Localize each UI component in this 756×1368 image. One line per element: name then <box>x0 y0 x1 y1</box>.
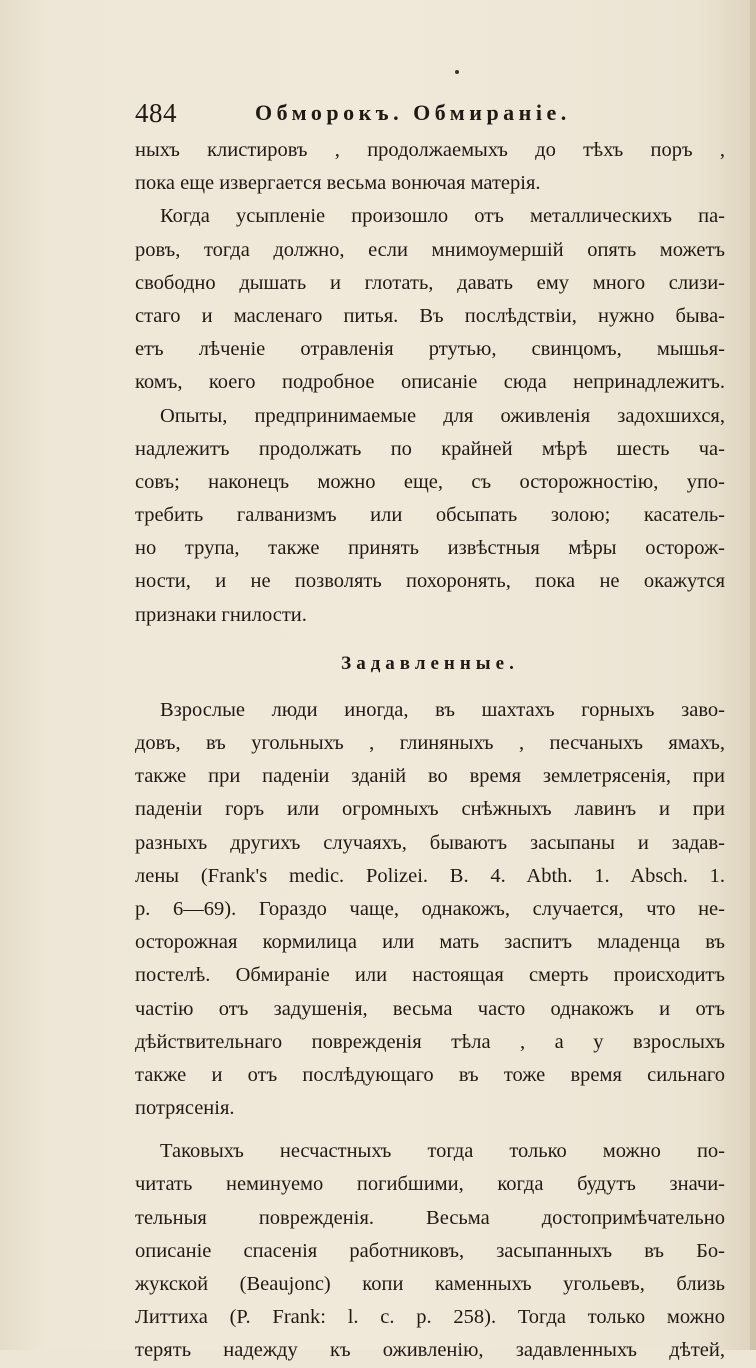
text-line: Взрослые люди иногда, въ шахтахъ горныхъ заво- <box>160 698 725 721</box>
text-line: лены (Frank's medic. Polizei. B. 4. Abth. 1. Absch. 1. <box>135 864 725 887</box>
text-line: Когда усыпленіе произошло отъ металлическихъ па- <box>160 205 725 228</box>
text-line: p. 6—69). Гораздо чаще, однакожъ, случается, что не- <box>135 897 725 920</box>
text-line: постелѣ. Обмираніе или настоящая смерть происходитъ <box>135 964 725 987</box>
text-line: комъ, коего подробное описаніе сюда непринадлежитъ. <box>135 371 725 394</box>
text-line: Опыты, предпринимаемые для оживленія задохшихся, <box>160 404 725 427</box>
text-line: частію отъ задушенія, весьма часто однакожъ и отъ <box>135 997 725 1020</box>
text-line: также и отъ послѣдующаго въ тоже время сильнаго <box>135 1063 725 1086</box>
text-line: свободно дышать и глотать, давать ему много слизи- <box>135 271 725 294</box>
text-line: Таковыхъ несчастныхъ тогда только можно по- <box>160 1140 725 1163</box>
text-line: тельныя поврежденія. Весьма достопримѣчательно <box>135 1206 725 1229</box>
paragraph-5 <box>135 1135 725 1367</box>
page-number: 484 <box>135 98 177 128</box>
text-line: жукской (Beaujonc) копи каменныхъ угольевъ, близь <box>135 1273 725 1295</box>
text-line: пока еще извергается весьма вонючая матерія. <box>135 172 541 195</box>
page-edge <box>750 0 756 1350</box>
body-text <box>135 134 725 1368</box>
text-line: ровъ, тогда должно, если мнимоумершій опять можетъ <box>135 238 725 261</box>
text-line: стаго и масленаго питья. Въ послѣдствіи, нужно быва- <box>135 304 725 327</box>
text-line: признаки гнилости. <box>135 603 307 626</box>
page-header <box>135 98 625 138</box>
text-line: ности, и не позволять похоронять, пока не окажутся <box>135 570 725 593</box>
text-line: но трупа, также принять извѣстныя мѣры осторож- <box>135 537 725 560</box>
text-line: довъ, въ угольныхъ , глиняныхъ , песчаныхъ ямахъ, <box>135 732 725 754</box>
text-line: разныхъ другихъ случаяхъ, бываютъ засыпаны и задав- <box>135 831 725 854</box>
running-title: Обморокъ. Обмираніе. <box>255 100 571 125</box>
section-heading: Задавленные. <box>341 652 519 674</box>
paragraph-3 <box>135 400 725 632</box>
paragraph-4 <box>135 694 725 1125</box>
text-line: паденіи горъ или огромныхъ снѣжныхъ лавинъ и при <box>135 798 725 821</box>
text-line: потрясенія. <box>135 1097 235 1120</box>
text-line: читать неминуемо погибшими, когда будутъ значи- <box>135 1173 725 1196</box>
text-line: осторожная кормилица или мать заспитъ младенца въ <box>135 931 725 954</box>
text-line: терять надежду къ оживленію, задавленныхъ дѣтей, <box>135 1339 725 1362</box>
text-line: описаніе спасенія работниковъ, засыпанныхъ въ Бо- <box>135 1239 725 1262</box>
text-line: требить галванизмъ или обсыпать золою; касатель- <box>135 504 725 527</box>
text-line: ныхъ клистировъ , продолжаемыхъ до тѣхъ поръ , <box>135 139 725 161</box>
paragraph-1 <box>135 134 725 200</box>
text-line: дѣйствительнаго поврежденія тѣла , а у взрослыхъ <box>135 1030 725 1053</box>
text-line: надлежитъ продолжать по крайней мѣрѣ шесть ча- <box>135 437 725 460</box>
text-line: совъ; наконецъ можно еще, съ осторожностію, упо- <box>135 470 725 493</box>
ink-speck <box>455 70 459 74</box>
paragraph-2 <box>135 200 725 399</box>
text-line: также при паденіи зданій во время землетрясенія, при <box>135 765 725 788</box>
text-line: етъ лѣченіе отравленія ртутью, свинцомъ, мышья- <box>135 338 725 361</box>
text-line: Литтиха (P. Frank: l. c. p. 258). Тогда только можно <box>135 1306 725 1329</box>
